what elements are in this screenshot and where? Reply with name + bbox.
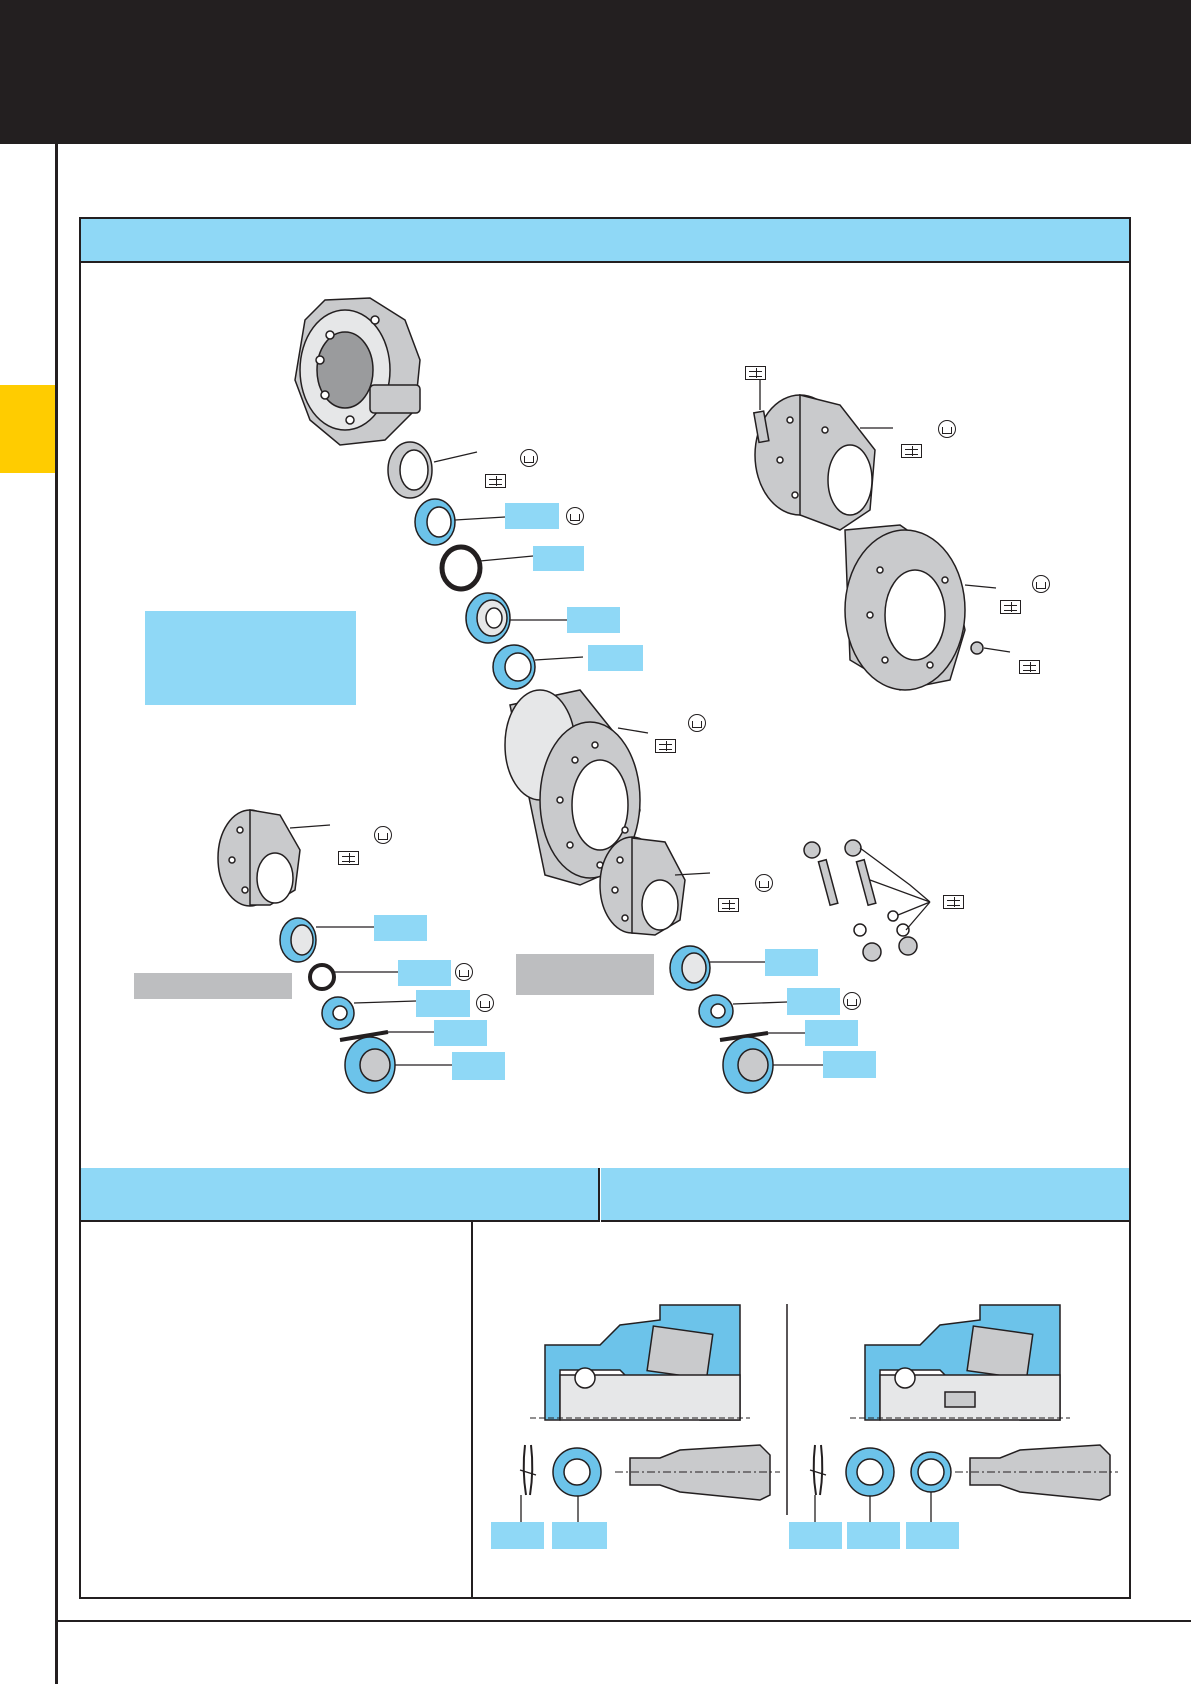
castle-nut-detail-right <box>846 1448 894 1496</box>
callout-label <box>906 1522 959 1549</box>
axle-spindle-left <box>615 1445 780 1500</box>
axle-spindle-right <box>955 1445 1118 1500</box>
callout-label <box>847 1522 900 1549</box>
callout-label <box>552 1522 607 1549</box>
hub-cross-section-right <box>850 1305 1070 1420</box>
cotter-pin-detail-right <box>810 1445 826 1495</box>
thrust-washer-detail <box>911 1452 951 1492</box>
callout-label <box>789 1522 842 1549</box>
hub-cross-section-left <box>530 1305 750 1420</box>
callout-label <box>491 1522 544 1549</box>
cotter-pin-detail-left <box>520 1445 536 1495</box>
castle-nut-detail-left <box>553 1448 601 1496</box>
